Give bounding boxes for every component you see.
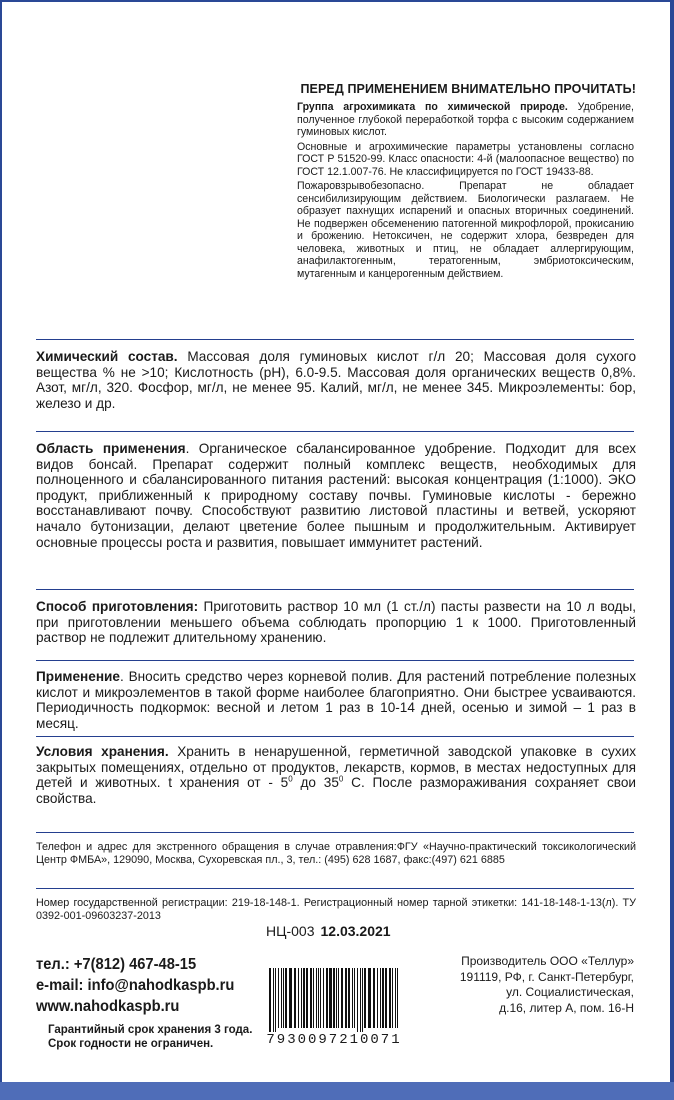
bottom-color-strip xyxy=(0,1082,674,1100)
producer-address-3: д.16, литер А, пом. 16-Н xyxy=(499,1000,634,1015)
barcode-bar xyxy=(345,968,347,1028)
producer-name: Производитель ООО «Теллур» xyxy=(461,954,634,968)
group-description: Удобрение, полученное глубокой переработкой торфа с высоким содержанием гуминовых кислот. xyxy=(297,101,635,138)
barcode-bar xyxy=(362,968,363,1034)
warranty-line: Гарантийный срок хранения 3 года. xyxy=(48,1024,253,1036)
barcode-bar xyxy=(377,968,378,1028)
storage-section xyxy=(36,744,636,806)
barcode-bar xyxy=(389,968,391,1028)
barcode-bar xyxy=(318,968,319,1028)
storage-text-c: С. После размораживания сохраняет свои свойства. xyxy=(36,775,636,806)
emergency-contact-text: Телефон и адрес для экстренного обращения в случае отравления:ФГУ «Научно-практический токсикологический Центр ФМБА», 129090, Москва, Сухоревская пл., 3, тел.: (495) 628 1687, факс:(497) 621 6885 xyxy=(36,841,636,867)
composition-heading: Химический состав. xyxy=(36,349,178,364)
safety-paragraph: Пожаровзрывобезопасно. Препарат не обладает сенсибилизирующим действием. Биологически разлагаем. Не образует пахнущих испарений и опасных вторичных соединений. Не подвержен обсеменению патогенной микрофлорой, прокисанию и брожению. Нетоксичен, не содержит хлора, безвреден для человека, животных и птиц, не обладает аллергирующим, анафилактогенным, тератогенным, эмбриотоксическим, мутагенным и канцерогенным действием. xyxy=(297,180,634,280)
barcode-bar xyxy=(352,968,353,1028)
barcode-bar xyxy=(313,968,314,1028)
barcode-bar xyxy=(281,968,282,1028)
registration-text: Номер государственной регистрации: 219-18-148-1. Регистрационный номер тарной этикетки: 141-18-148-1-13(л). ТУ 0392-001-09603237-2013 xyxy=(36,897,636,923)
barcode-bar xyxy=(368,968,371,1028)
separator-line xyxy=(36,589,634,590)
barcode-bar xyxy=(392,968,393,1028)
contacts-block xyxy=(36,954,257,1017)
usage-section xyxy=(36,669,636,731)
barcode-bar xyxy=(326,968,328,1028)
barcode-bar xyxy=(336,968,337,1028)
composition-text: Массовая доля гуминовых кислот г/л 20; Массовая доля сухого вещества % не >10; Кислотность (рН), 6.0-9.5. Массовая доля органических веществ 0,8%. Азот, мг/л, 320. Фосфор, мг/л, не менее 95. Калий, мг/л, не менее 345. Микроэлементы: бор, железо и др. xyxy=(36,349,636,411)
barcode-bar xyxy=(385,968,387,1028)
producer-address-1: 191119, РФ, г. Санкт-Петербург, xyxy=(459,969,634,984)
barcode-bar xyxy=(278,968,279,1028)
barcode-bar xyxy=(357,968,358,1034)
warranty-block xyxy=(48,1023,288,1051)
barcode-bar xyxy=(303,968,305,1028)
separator-line xyxy=(36,660,634,661)
barcode-bar xyxy=(269,968,271,1034)
storage-heading: Условия хранения. xyxy=(36,744,169,759)
read-before-use-warning: ПЕРЕД ПРИМЕНЕНИЕМ ВНИМАТЕЛЬНО ПРОЧИТАТЬ! xyxy=(300,82,636,96)
separator-line xyxy=(36,339,634,340)
barcode-bar xyxy=(380,968,381,1028)
email-address: e-mail: info@nahodkaspb.ru xyxy=(36,977,235,994)
preparation-heading: Способ приготовления: xyxy=(36,599,199,614)
storage-text-b: до 35 xyxy=(292,775,339,791)
barcode-bar xyxy=(397,968,398,1028)
barcode-bar xyxy=(273,968,274,1034)
barcode-bar xyxy=(373,968,375,1028)
degree-mark: 0 xyxy=(288,774,293,784)
batch-line xyxy=(266,923,446,939)
barcode-bars xyxy=(265,968,403,1034)
group-paragraph xyxy=(297,101,634,139)
usage-heading: Применение xyxy=(36,669,120,684)
producer-block xyxy=(408,954,634,1016)
barcode-bar xyxy=(289,968,292,1028)
application-area-text: . Органическое сбалансированное удобрение. Подходит для всех видов бонсай. Препарат содержит полный комплекс веществ, необходимых для полноценного и сбалансированного питания растений: высокая концентрация (1:1000). ЭКО продукт, приближенный к природному составу почвы. Гуминовые кислоты - бережно восстанавливают почву. Способствуют развитию листовой пластины и ветвей, ускоряют начало бутонизации, делают цветение более пышным и продолжительным. Активирует основные процессы роста и развития, повышает иммунитет растений. xyxy=(36,441,637,550)
barcode-bar xyxy=(329,968,332,1028)
barcode-bar xyxy=(301,968,302,1028)
agrochemical-group-block xyxy=(297,101,634,282)
barcode-bar xyxy=(283,968,284,1028)
separator-line xyxy=(36,431,634,432)
barcode-bar xyxy=(285,968,287,1028)
website-address: www.nahodkaspb.ru xyxy=(36,998,180,1015)
shelf-life-line: Срок годности не ограничен. xyxy=(48,1038,214,1050)
phone-number: тел.: +7(812) 467-48-15 xyxy=(36,956,197,973)
barcode-bar xyxy=(310,968,312,1028)
barcode-bar xyxy=(354,968,355,1028)
barcode-bar xyxy=(338,968,339,1028)
barcode-bar xyxy=(395,968,396,1028)
barcode-bar xyxy=(348,968,350,1028)
barcode-bar xyxy=(316,968,317,1028)
barcode-bar xyxy=(323,968,324,1028)
degree-mark: 0 xyxy=(338,774,344,784)
barcode-bar xyxy=(320,968,321,1028)
standards-paragraph: Основные и агрохимические параметры установлены согласно ГОСТ Р 51520-99. Класс опасности: 4-й (малоопасное вещество) по ГОСТ 12.1.007-76. Не классифицируется по ГОСТ 19433-88. xyxy=(297,140,634,178)
barcode-number: 7930097210071 xyxy=(266,1032,402,1048)
usage-text: . Вносить средство через корневой полив. Для растений потребление полезных кислот и микроэлементов в такой форме наиболее благоприятно. Они быстрее усваиваются. Периодичность подкормок: весной и летом 1 раз в 10-14 дней, осенью и зимой – 1 раз в месяц. xyxy=(36,669,636,731)
producer-address-2: ул. Социалистическая, xyxy=(506,985,634,999)
barcode-bar xyxy=(275,968,276,1034)
preparation-section xyxy=(36,599,636,646)
preparation-text: Приготовить раствор 10 мл (1 ст./л) пасты развести на 10 л воды, при приготовлении меньшего объема соблюдать пропорцию 1 к 1000. Приготовленный раствор не подлежит длительному хранению. xyxy=(36,599,636,646)
barcode-bar xyxy=(341,968,343,1028)
barcode-bar xyxy=(364,968,366,1028)
group-heading: Группа агрохимиката по химической природе. xyxy=(297,101,568,113)
batch-date: 12.03.2021 xyxy=(320,923,391,939)
barcode-bar xyxy=(298,968,299,1028)
batch-code: НЦ-003 xyxy=(266,923,315,939)
application-area-section xyxy=(36,441,636,550)
application-area-heading: Область применения xyxy=(36,441,186,456)
barcode-bar xyxy=(306,968,308,1028)
separator-line xyxy=(36,888,634,889)
barcode-bar xyxy=(294,968,296,1028)
barcode-bar xyxy=(360,968,361,1034)
composition-section xyxy=(36,349,636,411)
barcode-bar xyxy=(382,968,384,1028)
barcode-bar xyxy=(333,968,335,1028)
storage-text-a: Хранить в ненарушенной, герметичной заводской упаковке в сухих закрытых помещениях, отдельно от продуктов, лекарств, кормов, в местах недоступных для детей и животных. t хранения от - 5 xyxy=(36,744,636,791)
separator-line xyxy=(36,736,634,737)
separator-line xyxy=(36,832,634,833)
